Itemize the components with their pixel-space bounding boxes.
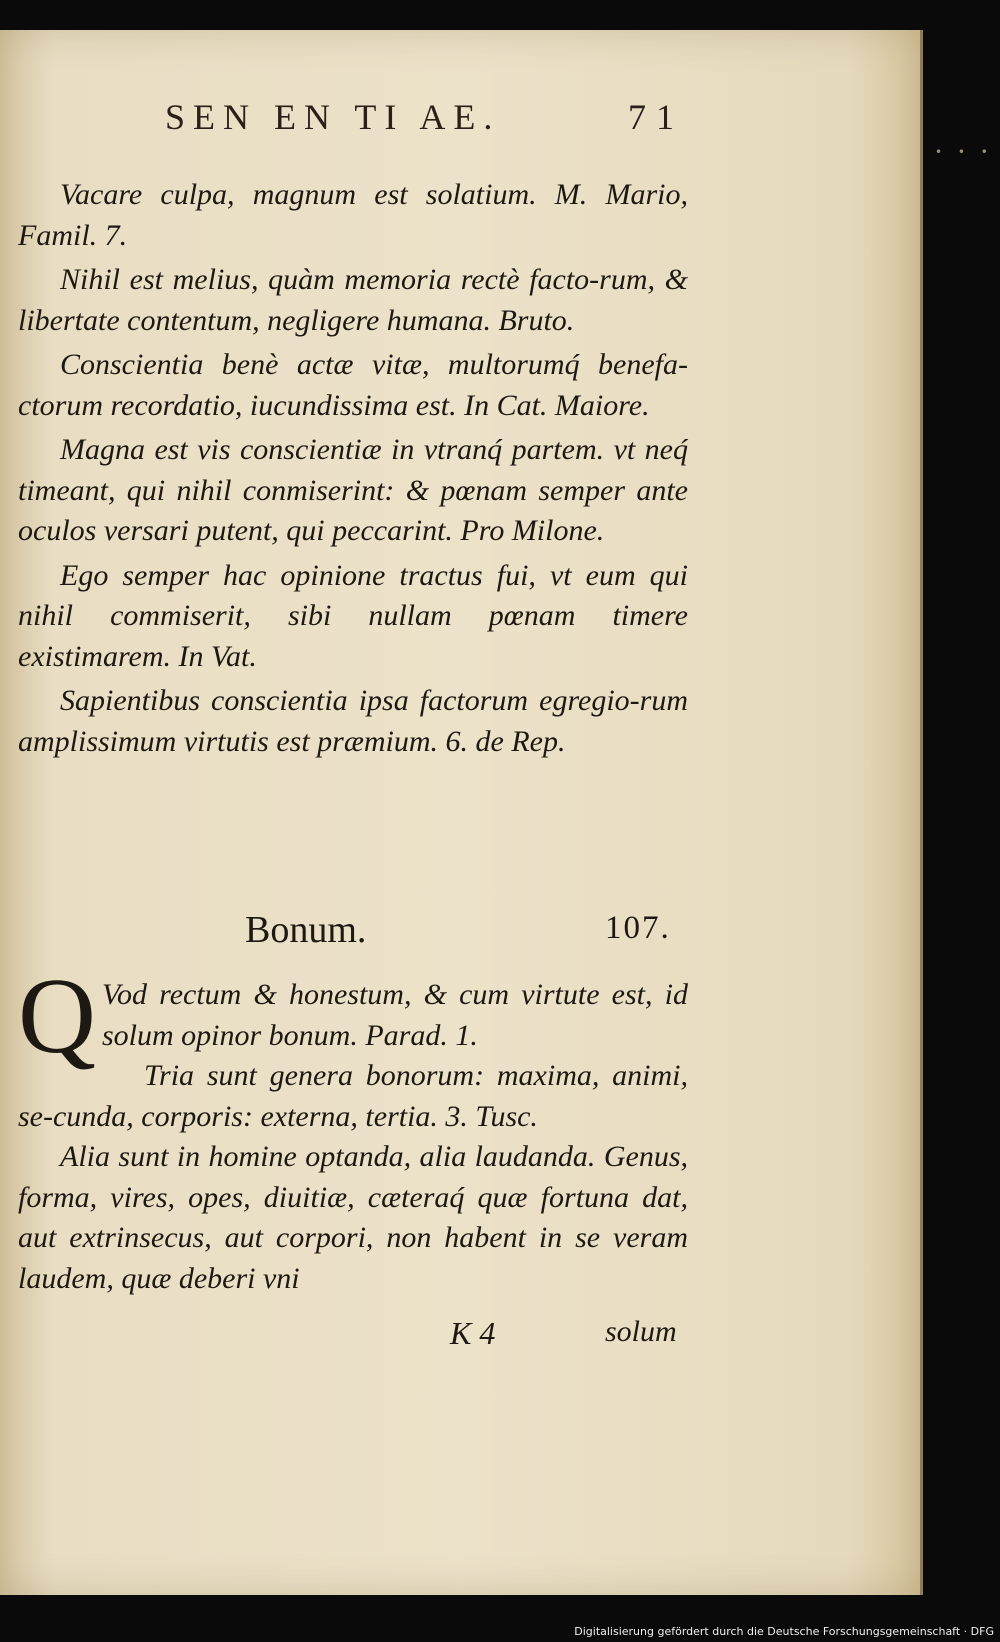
main-text [18, 175, 688, 762]
page-number: 71 [628, 97, 684, 137]
chapter-paragraph-3: Alia sunt in homine optanda, alia laudanda. Genus, forma, vires, opes, diuitiæ, cæteraq́ quæ fortuna dat, aut extrinsecus, aut corpori, non habent in se veram laudem, quæ deberi vni [18, 1140, 688, 1295]
drop-cap: Q [18, 957, 96, 1076]
catchword: solum [605, 1315, 677, 1348]
chapter-number: 107. [605, 910, 671, 946]
edge-dots-decoration: • • • [935, 145, 994, 159]
paragraph-5: Ego semper hac opinione tractus fui, vt eum qui nihil commiserit, sibi nullam pœnam timere existimarem. In Vat. [18, 558, 688, 673]
chapter-paragraph-1-text: Vod rectum & honestum, & cum virtute est, id solum opinor bonum. Parad. 1. [102, 978, 688, 1052]
page-footer [0, 1315, 920, 1360]
paragraph-1: Vacare culpa, magnum est solatium. M. Mario, Famil. 7. [18, 178, 688, 252]
paragraph-4: Magna est vis conscientiæ in vtranq́ partem. vt neq́ timeant, qui nihil conmiserint: & pœnam semper ante oculos versari putent, qui peccarint. Pro Milone. [18, 433, 688, 547]
chapter-title: Bonum. [245, 909, 367, 951]
signature-mark: K 4 [450, 1315, 496, 1351]
running-head-title: SEN EN TI AE. [165, 97, 501, 137]
chapter-paragraph-2: Tria sunt genera bonorum: maxima, animi, se-cunda, corporis: externa, tertia. 3. Tusc. [18, 1059, 688, 1133]
chapter-paragraph-1 [18, 957, 688, 1076]
chapter-text [18, 957, 688, 1299]
book-page [0, 30, 923, 1595]
paragraph-6: Sapientibus conscientia ipsa factorum egregio-rum amplissimum virtutis est præmium. 6. de Rep. [18, 684, 688, 758]
paragraph-3: Conscientia benè actæ vitæ, multorumq́ benefa-ctorum recordatio, iucundissima est. In Cat. Maiore. [18, 348, 688, 422]
running-head [0, 96, 920, 146]
paragraph-2: Nihil est melius, quàm memoria rectè facto-rum, & libertate contentum, negligere humana. Bruto. [18, 263, 688, 337]
chapter-heading [0, 908, 920, 958]
digitization-credit: Digitalisierung gefördert durch die Deutsche Forschungsgemeinschaft · DFG [574, 1625, 994, 1638]
